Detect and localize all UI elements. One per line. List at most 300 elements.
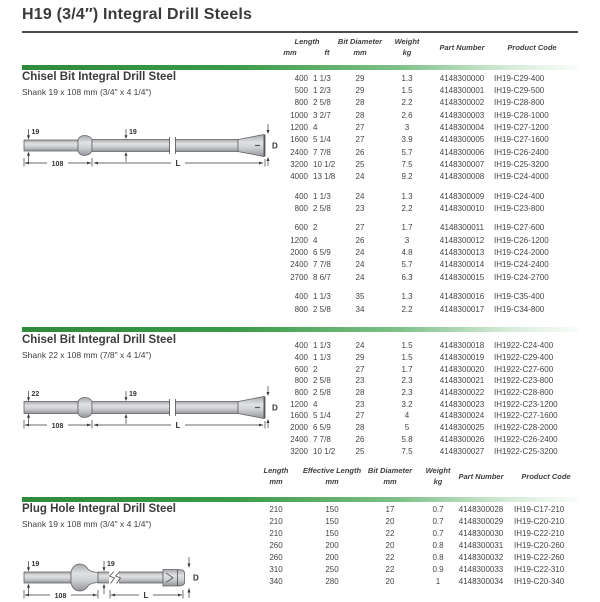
cell-weight-kg: 1.3 <box>401 292 413 302</box>
cell-length-mm: 4000 <box>290 172 308 182</box>
cell-length-ft: 1 1/3 <box>313 73 331 83</box>
cell-part-number: 4148300010 <box>439 204 485 214</box>
cell-bit-diameter-mm: 25 <box>355 160 365 170</box>
spec-table-chisel-19 <box>270 72 578 315</box>
cell-bit-diameter-mm: 24 <box>355 341 365 351</box>
cell-length-mm: 2400 <box>290 260 308 270</box>
cell-bit-diameter-mm: 27 <box>355 135 365 145</box>
cell-length-mm: 210 <box>269 505 283 515</box>
cell-bit-diameter-mm: 29 <box>355 86 365 96</box>
cell-part-number: 4148300019 <box>439 353 485 363</box>
chisel-drill-steel-diagram <box>18 100 283 170</box>
table-row <box>270 72 578 84</box>
cell-length-mm: 600 <box>294 364 308 374</box>
cell-product-code: IH19-C26-2400 <box>494 147 549 157</box>
cell-bit-diameter-mm: 27 <box>355 123 365 133</box>
cell-part-number: 4148300028 <box>458 505 504 515</box>
cell-length-ft: 1 2/3 <box>313 86 331 96</box>
cell-bit-diameter-mm: 28 <box>355 98 365 108</box>
cell-bit-diameter-mm: 24 <box>355 272 365 282</box>
section-subtitle: Shank 19 x 108 mm (3/4" x 4 1/4") <box>22 87 152 97</box>
cell-bit-diameter-mm: 22 <box>385 564 395 574</box>
cell-length-mm: 260 <box>269 541 283 551</box>
cell-length-mm: 210 <box>269 529 283 539</box>
cell-product-code: IH1922-C25-3200 <box>494 446 558 456</box>
cell-length-mm: 800 <box>294 388 308 398</box>
cell-product-code: IH19-C28-1000 <box>494 110 549 120</box>
cell-weight-kg: 0.8 <box>432 553 444 562</box>
cell-product-code: IH19-C24-2000 <box>494 248 549 258</box>
cell-length-ft: 2 <box>313 364 318 374</box>
section-subtitle: Shank 19 x 108 mm (3/4" x 4 1/4") <box>22 519 152 529</box>
cell-length-mm: 1200 <box>290 399 308 409</box>
cell-product-code: IH19-C27-1600 <box>494 135 549 145</box>
cell-length-mm: 2700 <box>290 272 308 282</box>
cell-part-number: 4148300015 <box>439 272 485 282</box>
spec-table-chisel-22 <box>270 340 578 457</box>
col-header-product-code: Product Code <box>521 471 571 481</box>
row-group-gap <box>270 183 578 190</box>
cell-bit-diameter-mm: 27 <box>355 223 365 233</box>
cell-length-mm: 1200 <box>290 235 308 245</box>
cell-bit-diameter-mm: 27 <box>355 364 365 374</box>
svg-text:22: 22 <box>31 391 40 398</box>
title-rule-divider <box>22 31 578 33</box>
cell-length-mm: 400 <box>294 73 308 83</box>
table-row <box>270 84 578 96</box>
cell-product-code: IH19-C34-800 <box>494 304 545 314</box>
cell-weight-kg: 9.2 <box>401 172 413 182</box>
col-header-weight-kg: kg <box>402 48 412 57</box>
svg-text:D: D <box>193 573 199 583</box>
row-group-gap <box>270 215 578 222</box>
cell-length-ft: 1 1/3 <box>313 353 331 363</box>
chisel-drill-steel-diagram <box>18 362 283 432</box>
col-header-effective-length: Effective Length <box>302 466 362 475</box>
cell-weight-kg: 2.2 <box>401 204 413 214</box>
cell-product-code: IH19-C27-1200 <box>494 123 549 133</box>
cell-bit-diameter-mm: 27 <box>355 411 365 421</box>
col-header-effective-length-mm: mm <box>325 477 339 486</box>
section-title: Chisel Bit Integral Drill Steel <box>22 71 177 83</box>
svg-text:108: 108 <box>51 161 64 168</box>
cell-length-mm: 3200 <box>290 160 308 170</box>
table-row <box>240 528 578 540</box>
cell-part-number: 4148300018 <box>439 341 485 351</box>
cell-bit-diameter-mm: 24 <box>355 172 365 182</box>
cell-weight-kg: 1 <box>435 576 441 586</box>
cell-product-code: IH1922-C28-800 <box>494 388 554 398</box>
cell-part-number: 4148300024 <box>439 411 485 421</box>
cell-length-mm: 1200 <box>290 123 308 133</box>
table-row <box>270 375 578 387</box>
cell-weight-kg: 1.7 <box>401 223 413 233</box>
cell-part-number: 4148300008 <box>439 172 485 182</box>
cell-length-ft: 4 <box>313 123 318 133</box>
cell-product-code: IH1922-C23-800 <box>494 376 554 386</box>
cell-length-mm: 800 <box>294 98 308 108</box>
cell-length-ft: 1 1/3 <box>313 292 331 302</box>
cell-weight-kg: 2.6 <box>401 110 413 120</box>
cell-length-ft: 7 7/8 <box>313 434 331 444</box>
cell-length-mm: 400 <box>294 292 308 302</box>
cell-bit-diameter-mm: 17 <box>385 505 395 515</box>
cell-part-number: 4148300033 <box>458 564 504 574</box>
cell-weight-kg: 1.5 <box>401 86 413 96</box>
cell-product-code: IH1922-C27-1600 <box>494 411 558 421</box>
cell-product-code: IH19-C22-310 <box>514 564 565 574</box>
cell-length-ft: 5 1/4 <box>313 411 331 421</box>
table-row <box>270 202 578 214</box>
cell-weight-kg: 2.2 <box>401 304 413 314</box>
cell-part-number: 4148300012 <box>439 235 485 245</box>
section-divider-bar <box>22 497 578 502</box>
section-divider-bar <box>22 65 578 70</box>
cell-length-mm: 2400 <box>290 434 308 444</box>
cell-weight-kg: 1.5 <box>401 341 413 351</box>
row-group-gap <box>270 284 578 291</box>
cell-length-mm: 340 <box>269 576 283 586</box>
cell-part-number: 4148300022 <box>439 388 485 398</box>
cell-weight-kg: 5 <box>404 423 410 433</box>
cell-weight-kg: 0.7 <box>432 517 444 527</box>
table-row <box>270 434 578 446</box>
cell-bit-diameter-mm: 35 <box>355 292 365 302</box>
cell-bit-diameter-mm: 26 <box>355 147 365 157</box>
section-divider-bar <box>22 327 578 332</box>
svg-text:108: 108 <box>51 423 64 430</box>
cell-product-code: IH19-C20-210 <box>514 517 565 527</box>
cell-bit-diameter-mm: 26 <box>355 235 365 245</box>
cell-weight-kg: 5.7 <box>401 260 413 270</box>
svg-text:19: 19 <box>129 391 137 398</box>
table-row <box>270 158 578 170</box>
col-header-part-number: Part Number <box>458 471 504 481</box>
cell-part-number: 4148300002 <box>439 98 485 108</box>
table-row <box>270 271 578 283</box>
cell-part-number: 4148300025 <box>439 423 485 433</box>
cell-effective-length-mm: 150 <box>325 505 339 515</box>
cell-part-number: 4148300004 <box>439 123 485 133</box>
cell-bit-diameter-mm: 28 <box>355 388 365 398</box>
col-header-weight: Weight <box>425 466 451 475</box>
table-row <box>270 387 578 399</box>
cell-weight-kg: 0.8 <box>432 541 444 551</box>
cell-part-number: 4148300006 <box>439 147 485 157</box>
svg-text:19: 19 <box>129 129 137 136</box>
col-header-bit-diameter: Bit Diameter <box>367 466 413 475</box>
cell-length-ft: 3 2/7 <box>313 110 331 120</box>
cell-part-number: 4148300026 <box>439 434 485 444</box>
cell-length-ft: 4 <box>313 235 318 245</box>
cell-part-number: 4148300017 <box>439 304 485 314</box>
cell-product-code: IH1922-C26-2400 <box>494 434 558 444</box>
cell-weight-kg: 5.8 <box>401 434 413 444</box>
cell-product-code: IH1922-C29-400 <box>494 353 554 363</box>
col-header-bit-diameter-mm: mm <box>353 48 367 57</box>
cell-bit-diameter-mm: 23 <box>355 204 365 214</box>
cell-weight-kg: 1.3 <box>401 191 413 201</box>
table-row <box>240 563 578 575</box>
cell-product-code: IH19-C27-600 <box>494 223 545 233</box>
col-header-length-mm: mm <box>269 477 283 486</box>
table-row <box>240 540 578 552</box>
cell-bit-diameter-mm: 20 <box>385 541 395 551</box>
cell-length-ft: 10 1/2 <box>313 446 336 456</box>
cell-length-mm: 2000 <box>290 423 308 433</box>
cell-length-ft: 6 5/9 <box>313 423 331 433</box>
cell-weight-kg: 7.5 <box>401 160 413 170</box>
cell-part-number: 4148300001 <box>439 86 485 96</box>
col-header-bit-diameter: Bit Diameter <box>337 37 383 46</box>
cell-bit-diameter-mm: 23 <box>355 376 365 386</box>
cell-part-number: 4148300032 <box>458 553 504 562</box>
cell-bit-diameter-mm: 20 <box>385 517 395 527</box>
cell-weight-kg: 2.3 <box>401 388 413 398</box>
svg-text:D: D <box>272 141 278 151</box>
cell-weight-kg: 3.9 <box>401 135 413 145</box>
cell-length-ft: 2 <box>313 223 318 233</box>
cell-length-mm: 600 <box>294 223 308 233</box>
cell-length-mm: 260 <box>269 553 283 562</box>
cell-length-mm: 800 <box>294 376 308 386</box>
cell-product-code: IH1922-C24-400 <box>494 341 554 351</box>
cell-effective-length-mm: 200 <box>325 541 339 551</box>
cell-bit-diameter-mm: 22 <box>385 529 395 539</box>
col-header-length: Length <box>294 37 320 46</box>
cell-product-code: IH19-C29-500 <box>494 86 545 96</box>
cell-length-mm: 210 <box>269 517 283 527</box>
cell-product-code: IH19-C22-210 <box>514 529 565 539</box>
cell-weight-kg: 1.7 <box>401 364 413 374</box>
table-row <box>240 504 578 516</box>
table-row <box>270 146 578 158</box>
cell-part-number: 4148300031 <box>458 541 504 551</box>
cell-length-ft: 2 5/8 <box>313 376 331 386</box>
cell-product-code: IH19-C24-400 <box>494 191 545 201</box>
table-row <box>270 410 578 422</box>
col-header-weight: Weight <box>394 37 420 46</box>
cell-product-code: IH19-C29-400 <box>494 73 545 83</box>
table-row <box>240 575 578 587</box>
table-row <box>270 422 578 434</box>
cell-bit-diameter-mm: 28 <box>355 423 365 433</box>
col-header-length: Length <box>263 466 289 475</box>
cell-product-code: IH19-C17-210 <box>514 505 565 515</box>
cell-bit-diameter-mm: 29 <box>355 353 365 363</box>
cell-weight-kg: 1.5 <box>401 353 413 363</box>
cell-length-ft: 1 1/3 <box>313 191 331 201</box>
cell-bit-diameter-mm: 34 <box>355 304 365 314</box>
plug-columns-header <box>240 465 578 487</box>
cell-product-code: IH1922-C23-1200 <box>494 399 558 409</box>
cell-bit-diameter-mm: 24 <box>355 248 365 258</box>
cell-length-ft: 2 5/8 <box>313 204 331 214</box>
cell-length-ft: 7 7/8 <box>313 260 331 270</box>
cell-part-number: 4148300000 <box>439 73 485 83</box>
col-header-weight-kg: kg <box>433 477 443 486</box>
cell-length-mm: 3200 <box>290 446 308 456</box>
cell-length-mm: 500 <box>294 86 308 96</box>
spec-table-plug-hole <box>240 504 578 587</box>
cell-effective-length-mm: 150 <box>325 517 339 527</box>
cell-length-mm: 1000 <box>290 110 308 120</box>
cell-length-ft: 7 7/8 <box>313 147 331 157</box>
table-row <box>270 121 578 133</box>
cell-weight-kg: 4.8 <box>401 248 413 258</box>
cell-product-code: IH19-C20-260 <box>514 541 565 551</box>
cell-part-number: 4148300003 <box>439 110 485 120</box>
table-row <box>270 445 578 457</box>
cell-product-code: IH1922-C28-2000 <box>494 423 558 433</box>
cell-product-code: IH19-C23-800 <box>494 204 545 214</box>
svg-text:D: D <box>272 403 278 413</box>
table-row <box>270 291 578 303</box>
cell-part-number: 4148300013 <box>439 248 485 258</box>
cell-product-code: IH1922-C27-600 <box>494 364 554 374</box>
cell-bit-diameter-mm: 24 <box>355 191 365 201</box>
cell-weight-kg: 3.2 <box>401 399 413 409</box>
col-header-part-number: Part Number <box>439 42 485 52</box>
table-row <box>270 190 578 202</box>
cell-length-ft: 6 5/9 <box>313 248 331 258</box>
table-row <box>270 234 578 246</box>
cell-product-code: IH19-C35-400 <box>494 292 545 302</box>
cell-weight-kg: 3 <box>404 123 410 133</box>
cell-length-ft: 5 1/4 <box>313 135 331 145</box>
cell-product-code: IH19-C25-3200 <box>494 160 549 170</box>
cell-length-ft: 2 5/8 <box>313 304 331 314</box>
cell-length-ft: 1 1/3 <box>313 341 331 351</box>
cell-length-ft: 13 1/8 <box>313 172 336 182</box>
cell-product-code: IH19-C24-2700 <box>494 272 549 282</box>
table-row <box>270 398 578 410</box>
cell-length-mm: 800 <box>294 204 308 214</box>
cell-part-number: 4148300034 <box>458 576 504 586</box>
cell-weight-kg: 0.7 <box>432 529 444 539</box>
cell-part-number: 4148300030 <box>458 529 504 539</box>
cell-length-ft: 8 6/7 <box>313 272 331 282</box>
svg-text:L: L <box>175 421 181 430</box>
cell-length-mm: 400 <box>294 341 308 351</box>
cell-part-number: 4148300014 <box>439 260 485 270</box>
cell-effective-length-mm: 200 <box>325 553 339 562</box>
columns-header <box>270 36 578 58</box>
cell-bit-diameter-mm: 28 <box>355 110 365 120</box>
cell-length-mm: 1600 <box>290 135 308 145</box>
table-row <box>240 516 578 528</box>
cell-length-mm: 310 <box>269 564 283 574</box>
svg-text:19: 19 <box>31 561 40 568</box>
cell-weight-kg: 5.7 <box>401 147 413 157</box>
cell-part-number: 4148300016 <box>439 292 485 302</box>
cell-product-code: IH19-C28-800 <box>494 98 545 108</box>
page-title: H19 (3/4″) Integral Drill Steels <box>22 6 253 23</box>
cell-part-number: 4148300023 <box>439 399 485 409</box>
cell-length-ft: 10 1/2 <box>313 160 336 170</box>
cell-length-mm: 800 <box>294 304 308 314</box>
cell-product-code: IH19-C24-2400 <box>494 260 549 270</box>
col-header-product-code: Product Code <box>507 42 557 52</box>
cell-length-ft: 4 <box>313 399 318 409</box>
col-header-length-mm: mm <box>283 48 297 57</box>
cell-bit-diameter-mm: 29 <box>355 73 365 83</box>
cell-part-number: 4148300005 <box>439 135 485 145</box>
cell-length-mm: 2400 <box>290 147 308 157</box>
cell-weight-kg: 2.3 <box>401 376 413 386</box>
section-subtitle: Shank 22 x 108 mm (7/8" x 4 1/4") <box>22 350 152 360</box>
cell-part-number: 4148300021 <box>439 376 485 386</box>
cell-weight-kg: 7.5 <box>401 446 413 456</box>
svg-text:19: 19 <box>107 561 115 568</box>
cell-bit-diameter-mm: 22 <box>385 553 395 562</box>
cell-bit-diameter-mm: 26 <box>355 434 365 444</box>
cell-length-ft: 2 5/8 <box>313 98 331 108</box>
table-row <box>270 340 578 352</box>
cell-length-mm: 400 <box>294 353 308 363</box>
cell-part-number: 4148300009 <box>439 191 485 201</box>
table-row <box>270 246 578 258</box>
cell-weight-kg: 3 <box>404 235 410 245</box>
cell-weight-kg: 1.3 <box>401 73 413 83</box>
cell-effective-length-mm: 150 <box>325 529 339 539</box>
cell-weight-kg: 2.2 <box>401 98 413 108</box>
cell-effective-length-mm: 250 <box>325 564 339 574</box>
cell-product-code: IH19-C26-1200 <box>494 235 549 245</box>
svg-text:108: 108 <box>54 593 67 600</box>
cell-part-number: 4148300027 <box>439 446 485 456</box>
cell-bit-diameter-mm: 25 <box>355 446 365 456</box>
cell-part-number: 4148300020 <box>439 364 485 374</box>
cell-length-mm: 2000 <box>290 248 308 258</box>
table-row <box>270 363 578 375</box>
section-title: Chisel Bit Integral Drill Steel <box>22 334 177 346</box>
cell-part-number: 4148300007 <box>439 160 485 170</box>
table-row <box>270 171 578 183</box>
cell-product-code: IH19-C20-340 <box>514 576 565 586</box>
table-row <box>270 352 578 364</box>
cell-effective-length-mm: 280 <box>325 576 339 586</box>
table-row <box>270 303 578 315</box>
table-row <box>270 222 578 234</box>
svg-text:L: L <box>143 591 149 600</box>
cell-weight-kg: 4 <box>404 411 410 421</box>
cell-part-number: 4148300029 <box>458 517 504 527</box>
cell-bit-diameter-mm: 20 <box>385 576 395 586</box>
col-header-bit-diameter-mm: mm <box>383 477 397 486</box>
cell-weight-kg: 0.7 <box>432 505 444 515</box>
cell-bit-diameter-mm: 24 <box>355 260 365 270</box>
cell-weight-kg: 6.3 <box>401 272 413 282</box>
table-row <box>240 552 578 564</box>
svg-text:19: 19 <box>31 129 40 136</box>
cell-part-number: 4148300011 <box>440 223 484 233</box>
table-row <box>270 134 578 146</box>
table-row <box>270 109 578 121</box>
cell-length-mm: 400 <box>294 191 308 201</box>
section-title: Plug Hole Integral Drill Steel <box>22 503 177 515</box>
cell-product-code: IH19-C24-4000 <box>494 172 549 182</box>
cell-product-code: IH19-C22-260 <box>514 553 565 562</box>
table-row <box>270 97 578 109</box>
col-header-length-ft: ft <box>324 48 330 57</box>
cell-length-ft: 2 5/8 <box>313 388 331 398</box>
svg-text:L: L <box>175 159 181 168</box>
cell-weight-kg: 0.9 <box>432 564 444 574</box>
cell-bit-diameter-mm: 23 <box>355 399 365 409</box>
cell-length-mm: 1600 <box>290 411 308 421</box>
table-row <box>270 259 578 271</box>
